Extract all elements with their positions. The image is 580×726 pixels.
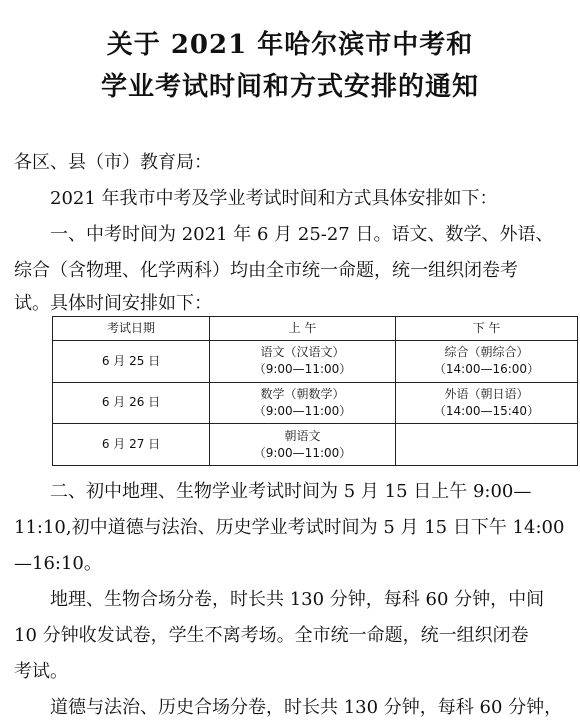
date-cell: 6 月 25 日 [53, 341, 210, 383]
paragraph-3-line-3: 考试。 [14, 661, 68, 682]
afternoon-time: （14:00—16:00） [433, 362, 540, 377]
notice-title-line-2: 学业考试时间和方式安排的通知 [100, 72, 479, 102]
afternoon-time: （14:00—15:40） [433, 403, 540, 418]
morning-subject: 语文（汉语文） [260, 345, 345, 360]
morning-time: （9:00—11:00） [253, 445, 352, 460]
salutation: 各区、县（市）教育局： [14, 152, 212, 173]
afternoon-subject: 外语（朝日语） [444, 386, 529, 401]
afternoon-cell [396, 341, 578, 383]
afternoon-subject: 综合（朝综合） [444, 345, 529, 360]
afternoon-cell [396, 424, 578, 466]
table-row [53, 424, 578, 466]
morning-cell [210, 341, 396, 383]
date-cell: 6 月 27 日 [53, 424, 210, 466]
morning-time: （9:00—11:00） [253, 403, 352, 418]
morning-time: （9:00—11:00） [253, 362, 352, 377]
table-row [53, 341, 578, 383]
section-2-line-2: 11:10,初中道德与法治、历史学业考试时间为 5 月 15 日下午 14:00 [14, 517, 565, 538]
section-1-line-2: 综合（含物理、化学两科）均由全市统一命题，统一组织闭卷考 [14, 260, 518, 281]
paragraph-4-line-1: 道德与法治、历史合场分卷，时长共 130 分钟，每科 60 分钟， [50, 697, 563, 718]
afternoon-cell [396, 382, 578, 424]
intro-paragraph: 2021 年我市中考及学业考试时间和方式具体安排如下： [50, 188, 498, 209]
morning-cell [210, 424, 396, 466]
table-header-row [53, 317, 578, 341]
morning-subject: 数学（朝数学） [260, 386, 345, 401]
header-morning: 上 午 [210, 317, 396, 341]
paragraph-3-line-2: 10 分钟收发试卷，学生不离考场。全市统一命题，统一组织闭卷 [14, 625, 529, 646]
header-exam-date: 考试日期 [53, 317, 210, 341]
notice-title-line-1: 关于 2021 年哈尔滨市中考和 [106, 30, 474, 60]
exam-schedule-table [52, 316, 578, 466]
morning-cell [210, 382, 396, 424]
section-2-line-3: —16:10。 [14, 553, 102, 574]
date-cell: 6 月 26 日 [53, 382, 210, 424]
section-1-line-1: 一、中考时间为 2021 年 6 月 25-27 日。语文、数学、外语、 [50, 224, 554, 245]
header-afternoon: 下 午 [396, 317, 578, 341]
table-row [53, 382, 578, 424]
paragraph-3-line-1: 地理、生物合场分卷，时长共 130 分钟，每科 60 分钟，中间 [50, 589, 545, 610]
section-1-line-3: 试。具体时间安排如下： [14, 293, 212, 314]
morning-subject: 朝语文 [284, 428, 321, 443]
section-2-line-1: 二、初中地理、生物学业考试时间为 5 月 15 日上午 9:00— [50, 481, 532, 502]
